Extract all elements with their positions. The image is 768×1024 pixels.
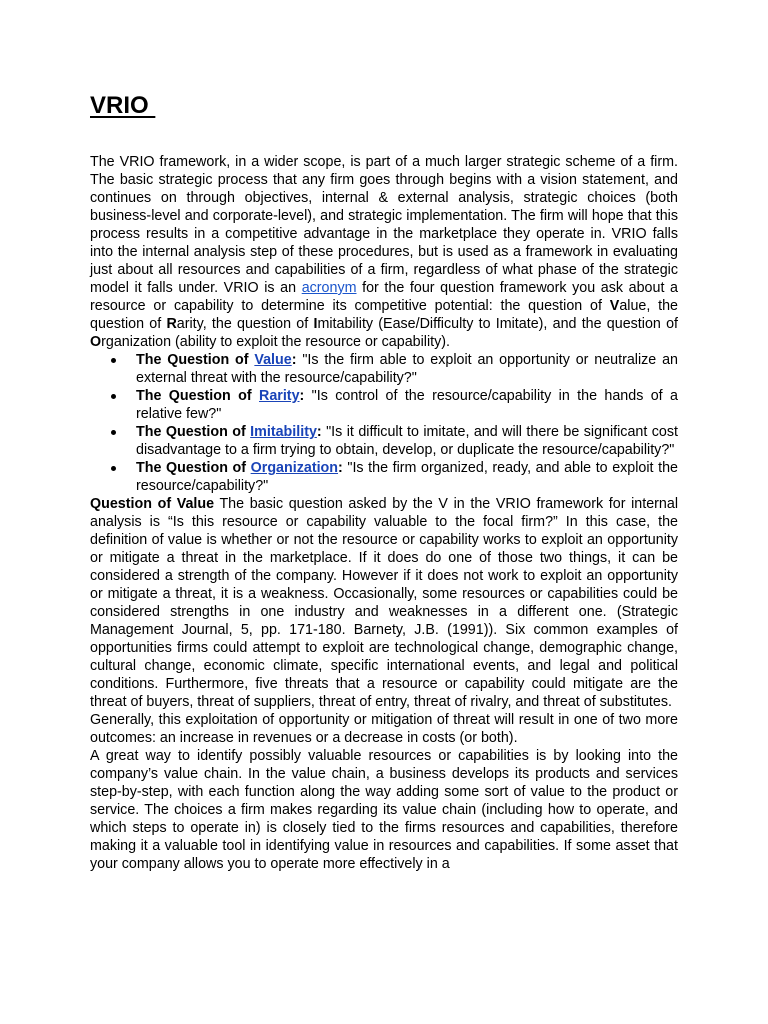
question-text: "Is it difficult to imitate, and will there be significant cost disadvantage to a firm trying to obtain, develop, or duplicate the resource/capability?" <box>136 424 678 458</box>
question-colon: : <box>291 352 297 368</box>
list-item-rarity <box>136 387 678 423</box>
organization-link[interactable]: Organization <box>250 460 339 476</box>
list-item-imitability <box>136 423 678 459</box>
value-link[interactable]: Value <box>254 352 292 368</box>
question-text: "Is control of the resource/capability in the hands of a relative few?" <box>136 388 678 422</box>
question-colon: : <box>316 424 322 440</box>
value-section-paragraph-1 <box>90 495 678 711</box>
v-letter: V <box>609 298 620 314</box>
question-colon: : <box>299 388 305 404</box>
bullet-dot <box>111 466 116 471</box>
o-rest: rganization (ability to exploit the resource or capability). <box>101 334 450 350</box>
v-rest: alue, the question of <box>90 298 678 332</box>
question-list <box>90 351 678 495</box>
list-item-organization <box>136 459 678 495</box>
imitability-link[interactable]: Imitability <box>250 424 317 440</box>
intro-text-1: The VRIO framework, in a wider scope, is part of a much larger strategic scheme of a firm. The basic strategic process that any firm goes through begins with a vision statement, and continues on through objectives, internal & external analysis, strategic choices (both business-level and corporate-level), and strategic implementation. The firm will hope that this process results in a competitive advantage in the marketplace they operate in. VRIO falls into the internal analysis step of these procedures, but is used as a framework in evaluating just about all resources and capabilities of a firm, regardless of what phase of the strategic model it falls under. VRIO is an <box>90 154 678 296</box>
intro-text-2: for the four question framework you ask about a resource or capability to determine its competitive potential: the question of <box>90 280 678 314</box>
question-prefix: The Question of <box>136 424 246 440</box>
page-title: VRIO <box>90 92 156 119</box>
intro-paragraph <box>90 153 678 351</box>
i-letter: I <box>313 316 318 332</box>
value-section-paragraph-2: Generally, this exploitation of opportunity or mitigation of threat will result in one of two more outcomes: an increase in revenues or a decrease in costs (or both). <box>90 712 678 746</box>
question-text: "Is the firm able to exploit an opportunity or neutralize an external threat with the resource/capability?" <box>136 352 678 386</box>
bullet-dot <box>111 358 116 363</box>
acronym-link[interactable]: acronym <box>301 280 357 296</box>
question-prefix: The Question of <box>136 352 249 368</box>
rarity-link[interactable]: Rarity <box>259 388 300 404</box>
question-prefix: The Question of <box>136 460 247 476</box>
document-page <box>90 92 678 873</box>
list-item-value <box>136 351 678 387</box>
value-section-text-1: The basic question asked by the V in the VRIO framework for internal analysis is “Is this resource or capability valuable to the focal firm?” In this case, the definition of value is whether or not the resource or capability works to exploit an opportunity or mitigate a threat in the marketplace. If it does do one of those two things, it can be considered a strength of the company. However if it does not work to exploit an opportunity or mitigate a threat, it is a weakness. Occasionally, some resources or capabilities could be considered strengths in one industry and weaknesses in a different one. (Strategic Management Journal, 5, pp. 171-180. Barnety, J.B. (1991)). Six common examples of opportunities firms could attempt to exploit are technological change, demographic change, cultural change, economic climate, specific international events, and legal and political conditions. Furthermore, five threats that a resource or capability could mitigate are the threat of buyers, threat of suppliers, threat of entry, threat of rivalry, and threat of substitutes. <box>90 496 679 710</box>
value-section-paragraph-3: A great way to identify possibly valuable resources or capabilities is by looking into the company’s value chain. In the value chain, a business develops its products and services step-by-step, with each function along the way adding some sort of value to the product or service. The choices a firm makes regarding its value chain (including how to operate, and which steps to operate in) is closely tied to the firms resources and capabilities, therefore making it a valuable tool in identifying value in resources and capabilities. If some asset that your company allows you to operate more effectively in a <box>90 748 678 872</box>
o-letter: O <box>90 334 102 350</box>
r-rest: arity, the question of <box>176 316 309 332</box>
question-prefix: The Question of <box>136 388 252 404</box>
r-letter: R <box>166 316 177 332</box>
question-text: "Is the firm organized, ready, and able to exploit the resource/capability?" <box>136 460 678 494</box>
bullet-dot <box>111 430 116 435</box>
bullet-dot <box>111 394 116 399</box>
question-colon: : <box>338 460 343 476</box>
i-rest: mitability (Ease/Difficulty to Imitate), and the question of <box>317 316 678 332</box>
value-section-heading: Question of Value <box>90 496 215 512</box>
